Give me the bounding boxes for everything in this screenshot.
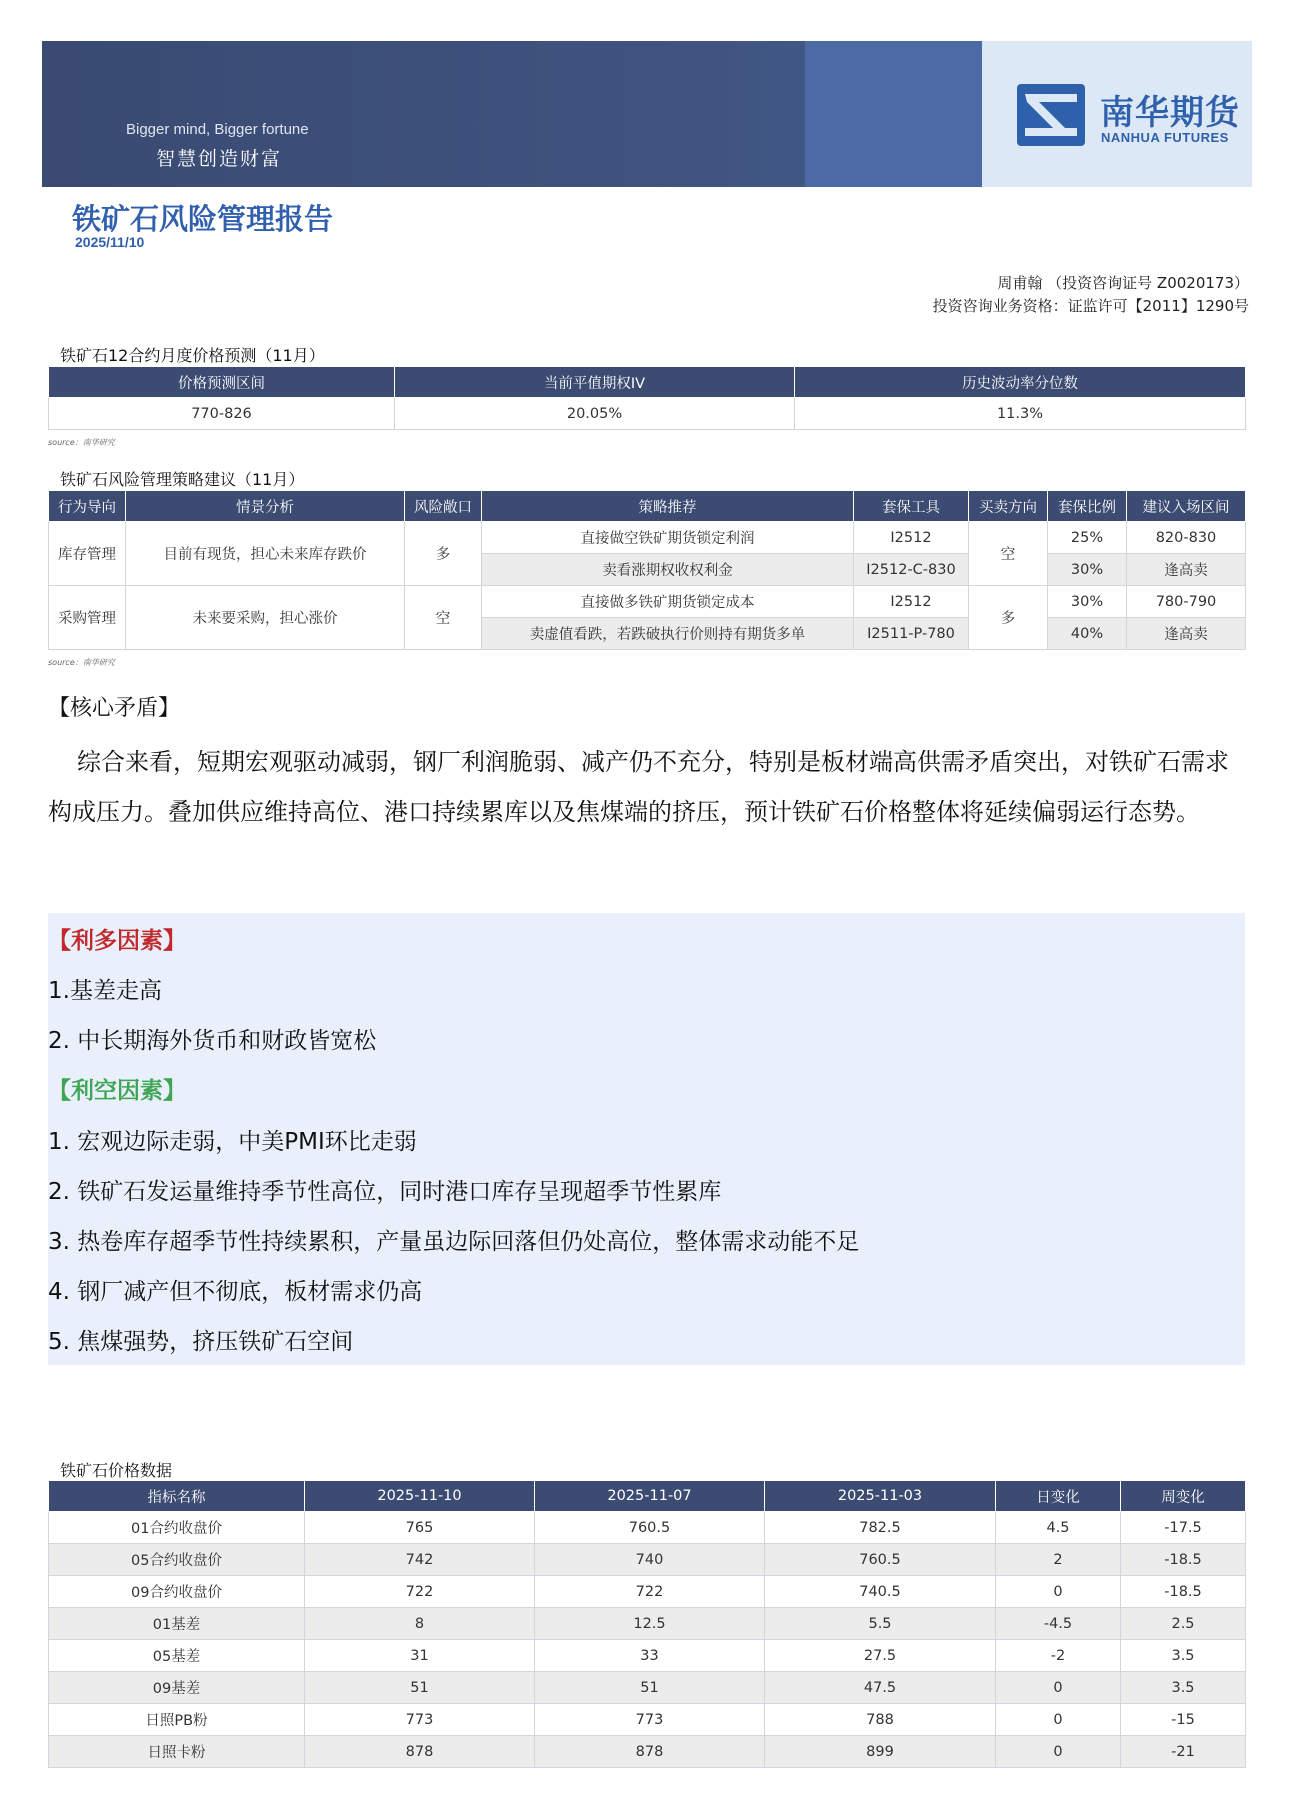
entry-cell: 780-790: [1127, 586, 1246, 618]
price-cell: 742: [305, 1544, 535, 1576]
ratio-cell: 30%: [1048, 586, 1127, 618]
price-cell: -17.5: [1121, 1512, 1246, 1544]
orientation-cell: 库存管理: [49, 522, 126, 586]
price-cell: 4.5: [996, 1512, 1121, 1544]
price-cell: -15: [1121, 1704, 1246, 1736]
entry-cell: 820-830: [1127, 522, 1246, 554]
bull-item: 1.基差走高: [48, 978, 162, 1004]
ratio-cell: 40%: [1048, 618, 1127, 650]
tool-cell: I2512-C-830: [854, 554, 969, 586]
price-cell: 05合约收盘价: [49, 1544, 305, 1576]
price-row: [49, 1736, 1246, 1768]
exposure-cell: 多: [405, 522, 482, 586]
bear-heading: 【利空因素】: [48, 1078, 186, 1104]
author-info: 周甫翰 （投资咨询证号 Z0020173）: [997, 274, 1249, 292]
strategy-header: 买卖方向: [969, 491, 1048, 522]
strategy-header: 套保工具: [854, 491, 969, 522]
report-title: 铁矿石风险管理报告: [72, 202, 334, 236]
strategy-header: 情景分析: [126, 491, 405, 522]
price-row: [49, 1608, 1246, 1640]
bear-item: 1. 宏观边际走弱，中美PMI环比走弱: [48, 1129, 417, 1155]
forecast-row: [49, 398, 1246, 430]
price-cell: 2: [996, 1544, 1121, 1576]
price-cell: 722: [535, 1576, 765, 1608]
price-cell: 765: [305, 1512, 535, 1544]
price-header-row: [49, 1481, 1246, 1512]
strategy-header: 策略推荐: [482, 491, 854, 522]
forecast-cell: 770-826: [49, 398, 395, 430]
core-paragraph: 综合来看，短期宏观驱动减弱，钢厂利润脆弱、减产仍不充分，特别是板材端高供需矛盾突出，对铁矿石需求构成压力。叠加供应维持高位、港口持续累库以及焦煤端的挤压，预计铁矿石价格整体将延续偏弱运行态势。: [48, 748, 1229, 826]
strategy-table-title: 铁矿石风险管理策略建议（11月）: [60, 470, 305, 489]
price-cell: 5.5: [765, 1608, 996, 1640]
forecast-header-row: [49, 367, 1246, 398]
price-cell: 788: [765, 1704, 996, 1736]
price-cell: 日照卡粉: [49, 1736, 305, 1768]
price-cell: 12.5: [535, 1608, 765, 1640]
brand-name-en: NANHUA FUTURES: [1101, 130, 1229, 145]
exposure-cell: 空: [405, 586, 482, 650]
header-banner: [42, 41, 1252, 187]
source-note: source：南华研究: [48, 438, 115, 447]
price-cell: 05基差: [49, 1640, 305, 1672]
price-cell: -21: [1121, 1736, 1246, 1768]
price-cell: -18.5: [1121, 1544, 1246, 1576]
direction-cell: 多: [969, 586, 1048, 650]
price-row: [49, 1512, 1246, 1544]
strategy-header: 建议入场区间: [1127, 491, 1246, 522]
strategy-cell: 卖虚值看跌，若跌破执行价则持有期货多单: [482, 618, 854, 650]
price-cell: 47.5: [765, 1672, 996, 1704]
source-note: source：南华研究: [48, 658, 115, 667]
price-cell: 日照PB粉: [49, 1704, 305, 1736]
bear-item: 2. 铁矿石发运量维持季节性高位，同时港口库存呈现超季节性累库: [48, 1179, 722, 1205]
price-header: 2025-11-03: [765, 1481, 996, 1512]
bear-item: 5. 焦煤强势，挤压铁矿石空间: [48, 1329, 354, 1355]
price-header: 指标名称: [49, 1481, 305, 1512]
forecast-header: 当前平值期权IV: [395, 367, 795, 398]
price-row: [49, 1544, 1246, 1576]
orientation-cell: 采购管理: [49, 586, 126, 650]
price-row: [49, 1576, 1246, 1608]
price-header: 日变化: [996, 1481, 1121, 1512]
scenario-cell: 目前有现货，担心未来库存跌价: [126, 522, 405, 586]
price-cell: 782.5: [765, 1512, 996, 1544]
license-info: 投资咨询业务资格：证监许可【2011】1290号: [932, 297, 1249, 315]
forecast-table-title: 铁矿石12合约月度价格预测（11月）: [60, 346, 325, 365]
price-cell: 8: [305, 1608, 535, 1640]
nanhua-logo-icon: [1017, 84, 1085, 146]
forecast-cell: 20.05%: [395, 398, 795, 430]
strategy-table: [48, 490, 1246, 650]
price-header: 2025-11-07: [535, 1481, 765, 1512]
price-cell: 878: [305, 1736, 535, 1768]
price-cell: 09合约收盘价: [49, 1576, 305, 1608]
price-cell: 27.5: [765, 1640, 996, 1672]
tool-cell: I2511-P-780: [854, 618, 969, 650]
strategy-header: 风险敞口: [405, 491, 482, 522]
price-cell: 01基差: [49, 1608, 305, 1640]
direction-cell: 空: [969, 522, 1048, 586]
bull-item: 2. 中长期海外货币和财政皆宽松: [48, 1028, 377, 1054]
entry-cell: 逢高卖: [1127, 554, 1246, 586]
price-cell: 31: [305, 1640, 535, 1672]
price-row: [49, 1672, 1246, 1704]
price-cell: 722: [305, 1576, 535, 1608]
price-cell: 2.5: [1121, 1608, 1246, 1640]
price-cell: 51: [305, 1672, 535, 1704]
slogan-cn: 智慧创造财富: [156, 148, 283, 170]
price-cell: 0: [996, 1672, 1121, 1704]
price-cell: 740.5: [765, 1576, 996, 1608]
price-cell: 51: [535, 1672, 765, 1704]
price-cell: 0: [996, 1736, 1121, 1768]
price-cell: 760.5: [535, 1512, 765, 1544]
price-header: 2025-11-10: [305, 1481, 535, 1512]
brand-name-cn: 南华期货: [1100, 93, 1240, 133]
strategy-cell: 直接做空铁矿期货锁定利润: [482, 522, 854, 554]
price-cell: 740: [535, 1544, 765, 1576]
slogan-en: Bigger mind, Bigger fortune: [126, 121, 309, 138]
price-cell: 3.5: [1121, 1640, 1246, 1672]
strategy-header-row: [49, 491, 1246, 522]
price-cell: 773: [535, 1704, 765, 1736]
strategy-header: 套保比例: [1048, 491, 1127, 522]
forecast-header: 价格预测区间: [49, 367, 395, 398]
price-cell: 760.5: [765, 1544, 996, 1576]
price-table-body: [49, 1512, 1246, 1768]
bear-item: 4. 钢厂减产但不彻底，板材需求仍高: [48, 1279, 423, 1305]
price-row: [49, 1704, 1246, 1736]
price-table-title: 铁矿石价格数据: [60, 1461, 173, 1480]
price-cell: -4.5: [996, 1608, 1121, 1640]
entry-cell: 逢高卖: [1127, 618, 1246, 650]
forecast-table: [48, 366, 1246, 430]
price-cell: 0: [996, 1576, 1121, 1608]
price-cell: 0: [996, 1704, 1121, 1736]
ratio-cell: 25%: [1048, 522, 1127, 554]
bull-heading: 【利多因素】: [48, 928, 186, 954]
tool-cell: I2512: [854, 522, 969, 554]
price-cell: 33: [535, 1640, 765, 1672]
forecast-cell: 11.3%: [795, 398, 1246, 430]
price-table: [48, 1480, 1246, 1768]
forecast-header: 历史波动率分位数: [795, 367, 1246, 398]
strategy-row: [49, 586, 1246, 618]
ratio-cell: 30%: [1048, 554, 1127, 586]
price-header: 周变化: [1121, 1481, 1246, 1512]
tool-cell: I2512: [854, 586, 969, 618]
scenario-cell: 未来要采购，担心涨价: [126, 586, 405, 650]
strategy-cell: 卖看涨期权收权利金: [482, 554, 854, 586]
price-cell: 3.5: [1121, 1672, 1246, 1704]
bear-item: 3. 热卷库存超季节性持续累积，产量虽边际回落但仍处高位，整体需求动能不足: [48, 1229, 860, 1255]
price-cell: 773: [305, 1704, 535, 1736]
price-cell: 899: [765, 1736, 996, 1768]
price-cell: -2: [996, 1640, 1121, 1672]
price-cell: 878: [535, 1736, 765, 1768]
strategy-cell: 直接做多铁矿期货锁定成本: [482, 586, 854, 618]
price-cell: -18.5: [1121, 1576, 1246, 1608]
report-date: 2025/11/10: [75, 234, 145, 250]
price-row: [49, 1640, 1246, 1672]
strategy-header: 行为导向: [49, 491, 126, 522]
price-cell: 01合约收盘价: [49, 1512, 305, 1544]
price-cell: 09基差: [49, 1672, 305, 1704]
core-heading: 【核心矛盾】: [48, 696, 181, 721]
strategy-row: [49, 522, 1246, 554]
